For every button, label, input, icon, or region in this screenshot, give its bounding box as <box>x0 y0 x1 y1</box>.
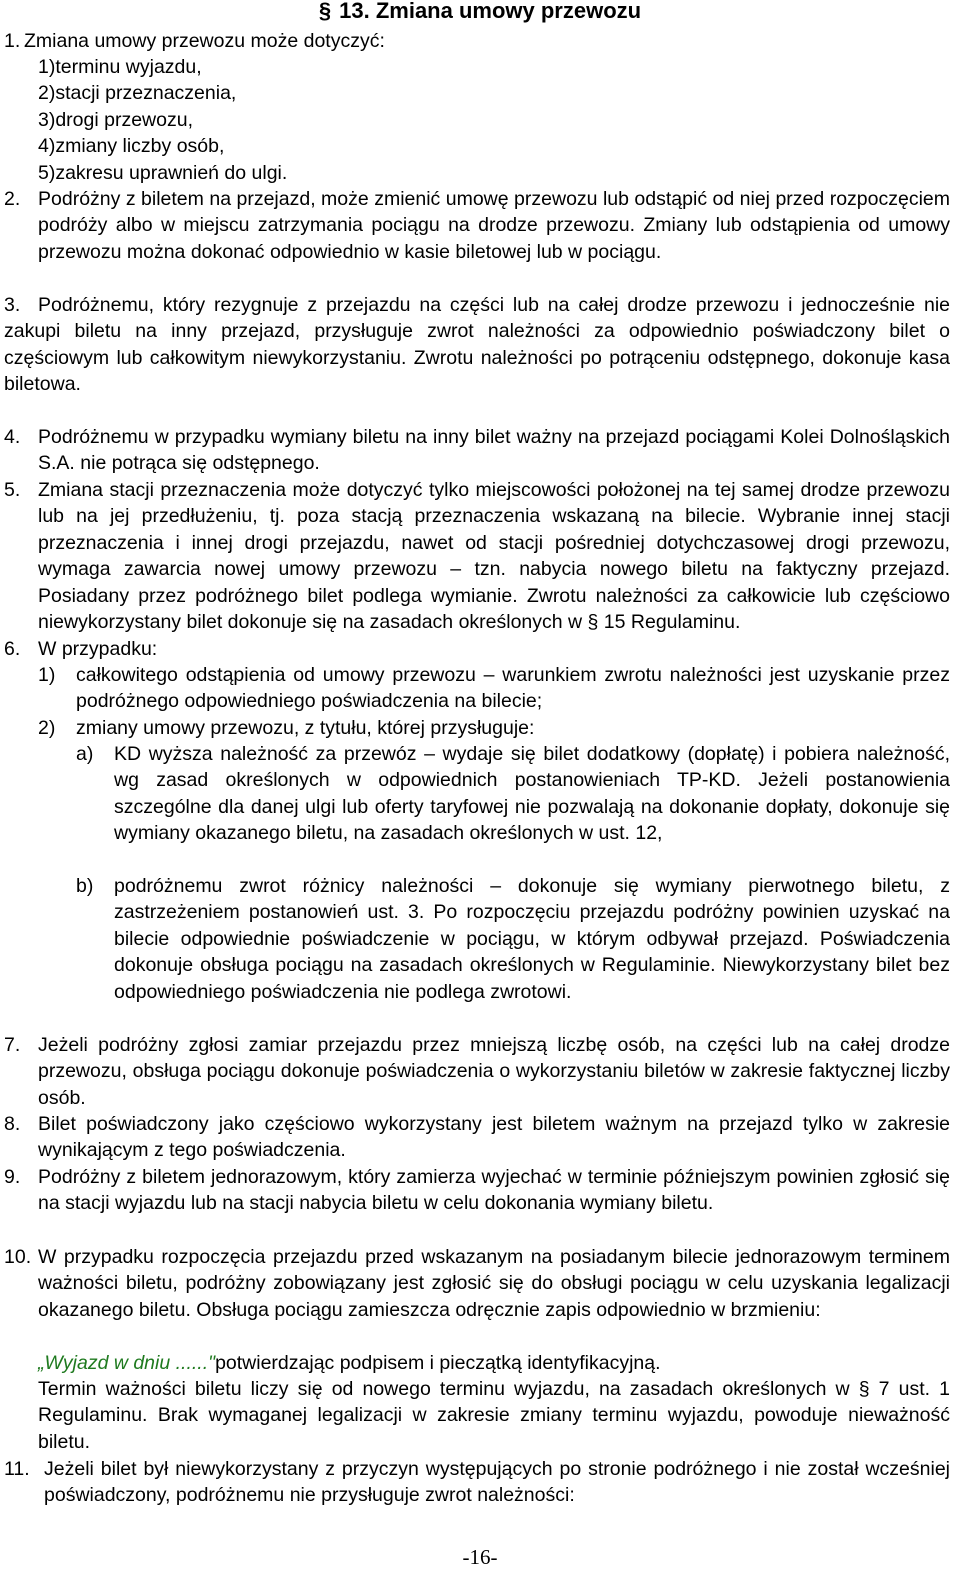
section-sign: § <box>318 0 332 23</box>
list-item: 3)drogi przewozu, <box>38 108 193 131</box>
item-number: 11. <box>4 1458 30 1480</box>
item-text: W przypadku: <box>38 638 158 660</box>
sub-text: KD wyższa należność za przewóz – wydaje się bilet dodatkowy (dopłatę) i pobiera należność, wg zasad określonych w odpowiednich postanowieniach TP-KD. Jeżeli postanowienia szczególne dla danej ulgi lub oferty taryfowej nie pozwalają na dokonanie dopłaty, dokonuje się wymiany okazanego biletu, na zasadach określonych w ust. 12, <box>114 743 950 845</box>
item-number: 6. <box>4 638 21 660</box>
list-item: 5)zakresu uprawnień do ulgi. <box>38 161 288 184</box>
sub-number: 2) <box>38 717 56 739</box>
item-number: 7. <box>4 1034 21 1056</box>
item-text: Jeżeli bilet był niewykorzystany z przyczyn występujących po stronie podróżnego i nie został wcześniej poświadczony, podróżnemu nie przysługuje zwrot należności: <box>44 1458 950 1507</box>
item-text: Zmiana umowy przewozu może dotyczyć: <box>24 30 385 52</box>
section-title-text: 13. Zmiana umowy przewozu <box>339 0 642 23</box>
item-number: 5. <box>4 479 21 501</box>
handwritten-note-template: „Wyjazd w dniu ......" <box>38 1352 216 1374</box>
item-text: Podróżnemu, który rezygnuje z przejazdu na części lub na całej drodze przewozu i jednocześnie nie zakupi biletu na inny przejazd, przysługuje zwrot należności za odpowiednio poświadczony bilet o częściowym lub całkowitym niewykorzystaniu. Zwrotu należności po potrąceniu odstępnego, dokonuje kasa biletowa. <box>4 294 950 396</box>
item-number: 4. <box>4 426 21 448</box>
item-text: Bilet poświadczony jako częściowo wykorzystany jest biletem ważnym na przejazd tylko w zakresie wynikającym z tego poświadczenia. <box>38 1113 950 1162</box>
list-item: 4)zmiany liczby osób, <box>38 135 225 158</box>
page-number: -16- <box>462 1545 498 1569</box>
item-number: 10. <box>4 1246 32 1268</box>
item-number: 1. <box>4 30 21 52</box>
item-number: 8. <box>4 1113 21 1135</box>
sub-number: a) <box>76 743 94 765</box>
item-number: 2. <box>4 188 21 210</box>
item-10-text-2: Termin ważności biletu liczy się od nowego terminu wyjazdu, na zasadach określonych w § 7 ust. 1 Regulaminu. Brak wymaganej legalizacji w zakresie zmiany terminu wyjazdu, powoduje nieważność biletu. <box>38 1378 950 1453</box>
item-text: Podróżny z biletem jednorazowym, który zamierza wyjechać w terminie późniejszym powinien zgłosić się na stacji wyjazdu lub na stacji nabycia biletu w celu dokonania wymiany biletu. <box>38 1166 950 1215</box>
item-text: Podróżny z biletem na przejazd, może zmienić umowę przewozu lub odstąpić od niej przed rozpoczęciem podróży albo w miejscu zatrzymania pociągu na drodze przewozu. Zmiany lub odstąpienia od umowy przewozu można dokonać odpowiednio w kasie biletowej lub w pociągu. <box>38 188 950 263</box>
sub-text: całkowitego odstąpienia od umowy przewozu – warunkiem zwrotu należności jest uzyskanie przez podróżnego odpowiedniego poświadczenia na bilecie; <box>76 664 950 713</box>
sub-text: podróżnemu zwrot różnicy należności – dokonuje się wymiany pierwotnego biletu, z zastrzeżeniem postanowień ust. 3. Po rozpoczęciu przejazdu podróżny powinien uzyskać na bilecie odpowiednie poświadczenie w pociągu, w którym odbywał przejazd. Poświadczenia dokonuje obsługa pociągu na zasadach określonych w Regulaminie. Niewykorzystany bilet bez odpowiedniego poświadczenia nie podlega zwrotowi. <box>114 875 950 1003</box>
sub-number: 1) <box>38 664 56 686</box>
list-item: 1)terminu wyjazdu, <box>38 56 202 78</box>
item-number: 9. <box>4 1166 21 1188</box>
quote-rest: potwierdzając podpisem i pieczątką identyfikacyjną. <box>215 1352 661 1374</box>
sub-text: zmiany umowy przewozu, z tytułu, której przysługuje: <box>76 717 535 739</box>
section-title <box>0 0 960 24</box>
item-10-quote-line <box>38 1350 950 1376</box>
sub-number: b) <box>76 875 94 897</box>
item-text: W przypadku rozpoczęcia przejazdu przed wskazanym na posiadanym bilecie jednorazowym terminem ważności biletu, podróżny zobowiązany jest zgłosić się do obsługi pociągu w celu uzyskania legalizacji okazanego biletu. Obsługa pociągu zamieszcza odręcznie zapis odpowiednio w brzmieniu: <box>38 1246 950 1321</box>
item-text: Jeżeli podróżny zgłosi zamiar przejazdu przez mniejszą liczbę osób, na części lub na całej drodze przewozu, obsługa pociągu dokonuje poświadczenia o wykorzystaniu biletów w zakresie faktycznej liczby osób. <box>38 1034 950 1109</box>
item-text: Zmiana stacji przeznaczenia może dotyczyć tylko miejscowości położonej na tej samej drodze przewozu lub na jej przedłużeniu, tj. poza stacją przeznaczenia wskazaną na bilecie. Wybranie innej stacji przeznaczenia i innej drogi przejazdu, nawet od stacji pośredniej dotychczasowej drogi przewozu, wymaga zawarcia nowej umowy przewozu – tzn. nabycia nowego biletu na faktyczny przejazd. Posiadany przez podróżnego bilet podlega wymianie. Zwrotu należności za całkowicie lub częściowo niewykorzystany bilet dokonuje się na zasadach określonych w § 15 Regulaminu. <box>38 479 950 634</box>
item-1-list <box>38 54 287 186</box>
item-number: 3. <box>4 294 21 316</box>
item-text: Podróżnemu w przypadku wymiany biletu na inny bilet ważny na przejazd pociągami Kolei Dolnośląskich S.A. nie potrąca się odstępnego. <box>38 426 950 475</box>
list-item: 2)stacji przeznaczenia, <box>38 82 237 105</box>
